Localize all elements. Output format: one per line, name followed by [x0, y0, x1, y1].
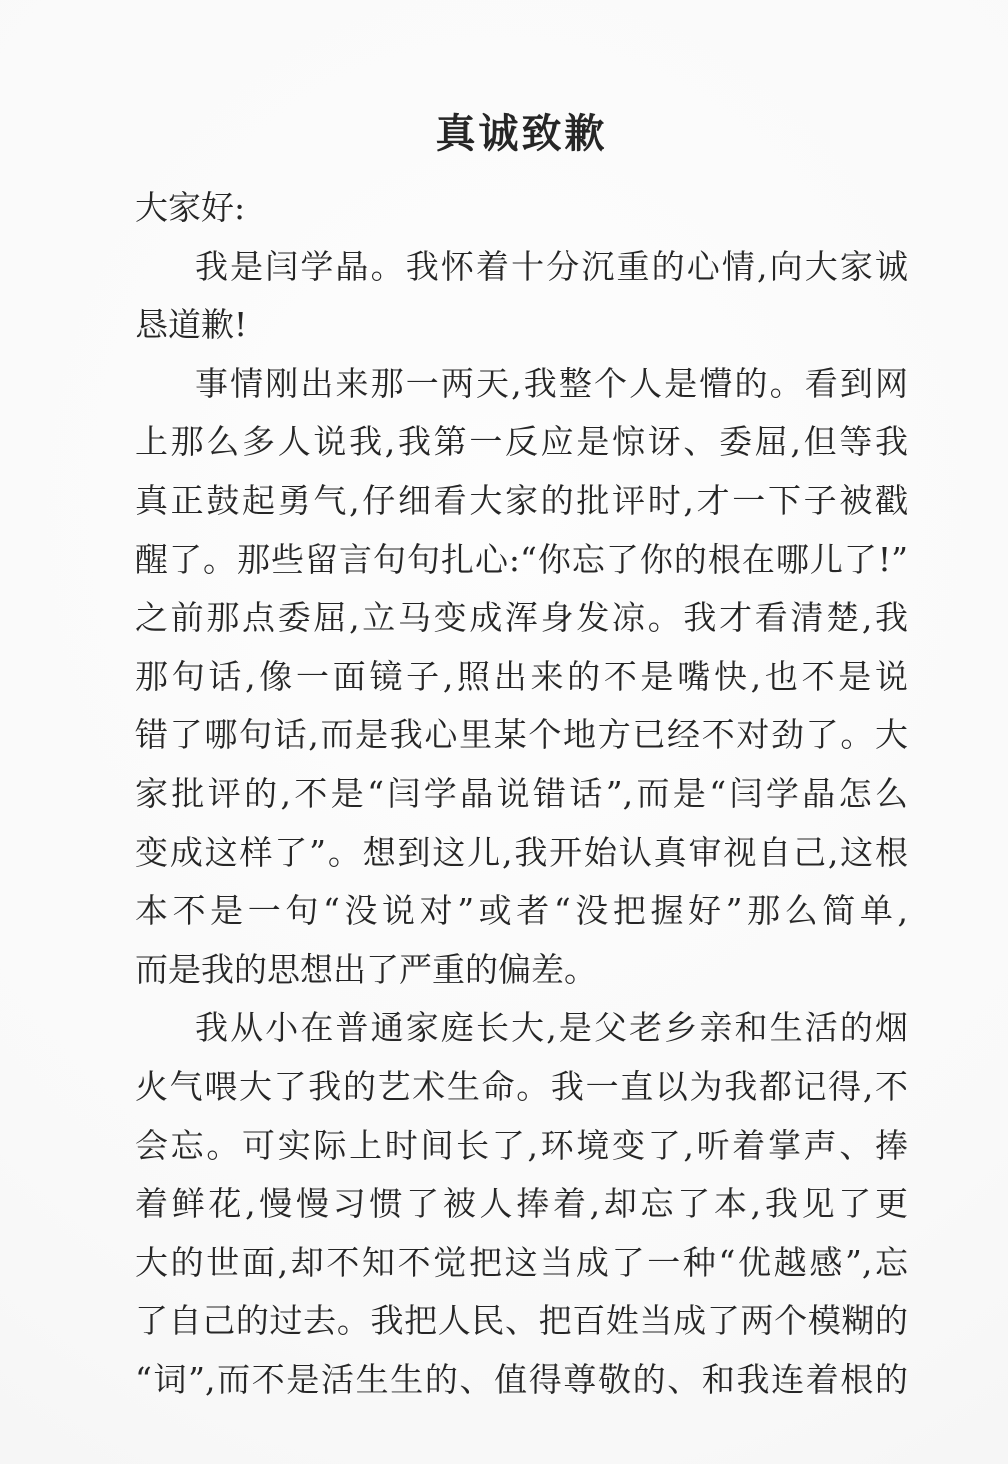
text-line: 事情刚出来那一两天,我整个人是懵的。看到网: [195, 363, 908, 403]
text-line: 恳道歉!: [135, 305, 248, 345]
text-line: 火气喂大了我的艺术生命。我一直以为我都记得,不: [135, 1066, 908, 1106]
text-line: 我从小在普通家庭长大,是父老乡亲和生活的烟: [195, 1008, 908, 1048]
text-line: 而是我的思想出了严重的偏差。: [135, 949, 597, 989]
text-line: 大家好:: [135, 188, 246, 227]
text-line: 本不是一句“没说对”或者“没把握好”那么简单,: [135, 891, 908, 931]
text-line: 我是闫学晶。我怀着十分沉重的心情,向大家诚: [195, 246, 908, 286]
text-line: 变成这样了”。想到这儿,我开始认真审视自己,这根: [135, 832, 908, 872]
text-line: 那句话,像一面镜子,照出来的不是嘴快,也不是说: [135, 656, 908, 696]
page-title: 真诚致歉: [435, 110, 608, 157]
text-line: 上那么多人说我,我第一反应是惊讶、委屈,但等我: [135, 422, 908, 462]
text-line: “词”,而不是活生生的、值得尊敬的、和我连着根的: [135, 1359, 908, 1399]
text-line: 会忘。可实际上时间长了,环境变了,听着掌声、捧: [135, 1125, 908, 1165]
text-line: 着鲜花,慢慢习惯了被人捧着,却忘了本,我见了更: [135, 1184, 908, 1224]
text-line: 家批评的,不是“闫学晶说错话”,而是“闫学晶怎么: [135, 773, 908, 813]
text-line: 醒了。那些留言句句扎心:“你忘了你的根在哪儿了!”: [135, 539, 908, 579]
text-line: 了自己的过去。我把人民、把百姓当成了两个模糊的: [135, 1301, 908, 1341]
text-line: 之前那点委屈,立马变成浑身发凉。我才看清楚,我: [135, 598, 908, 638]
text-line: 大的世面,却不知不觉把这当成了一种“优越感”,忘: [135, 1242, 908, 1282]
text-line: 错了哪句话,而是我心里某个地方已经不对劲了。大: [135, 715, 908, 755]
text-line: 真正鼓起勇气,仔细看大家的批评时,才一下子被戳: [135, 480, 908, 520]
letter-body: [135, 179, 908, 1409]
